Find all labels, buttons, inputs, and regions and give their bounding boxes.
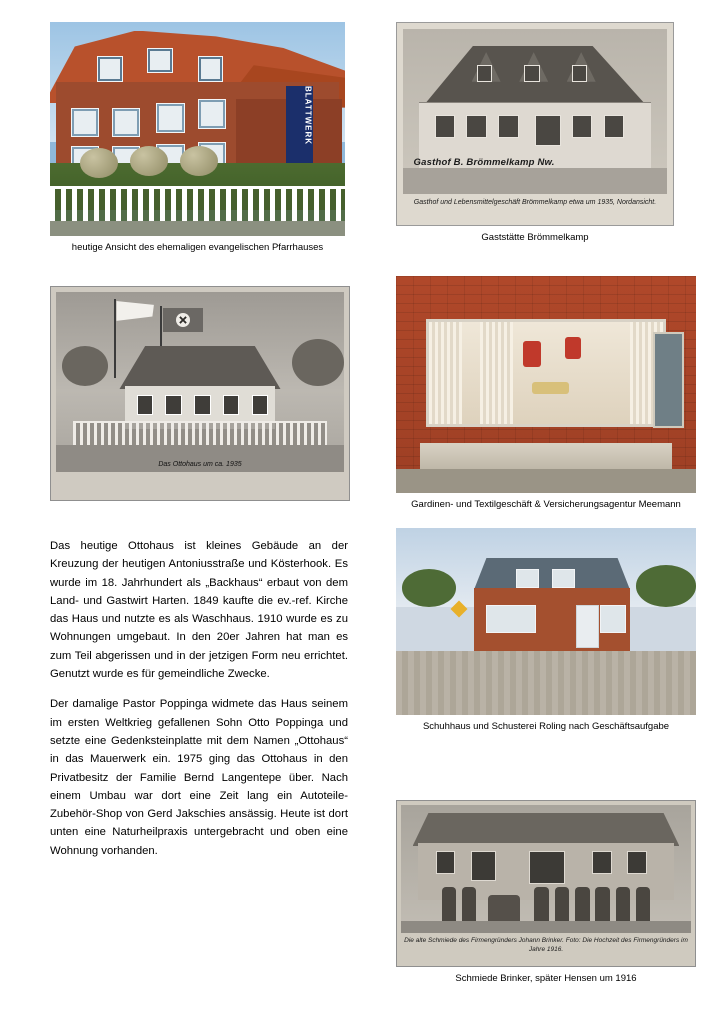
article-body xyxy=(50,537,348,872)
photo-broemmelkamp xyxy=(396,22,674,226)
person xyxy=(595,887,610,925)
window xyxy=(604,115,624,138)
historic-image xyxy=(401,805,691,933)
historic-image xyxy=(56,292,344,472)
figure-schmiede-brinker xyxy=(396,800,696,985)
figure-meemann xyxy=(396,276,696,511)
window xyxy=(71,108,100,138)
dormer-window xyxy=(97,56,123,82)
dormer-window xyxy=(524,65,539,82)
window xyxy=(466,115,486,138)
photo-roling xyxy=(396,528,696,715)
curtain xyxy=(480,322,513,424)
photo-inner-caption: Die alte Schmiede des Firmengründers Johann Brinker. Foto: Die Hochzeit des Firmengründers im Jahre 1916. xyxy=(404,937,688,953)
photo-meemann xyxy=(396,276,696,493)
photo-ottohaus-1935 xyxy=(50,286,350,501)
person xyxy=(575,887,590,925)
photo-pfarrhaus xyxy=(50,22,345,236)
person xyxy=(616,887,631,925)
door xyxy=(576,605,599,648)
shrub xyxy=(80,148,118,178)
display-item xyxy=(565,337,581,359)
window xyxy=(516,569,539,588)
door xyxy=(471,851,496,881)
figure-caption: heutige Ansicht des ehemaligen evangelischen Pfarrhauses xyxy=(71,242,324,253)
window xyxy=(223,395,239,415)
window xyxy=(498,115,518,138)
figure-caption: Gardinen- und Textilgeschäft & Versicherungsagentur Meemann xyxy=(411,499,681,510)
roof xyxy=(413,813,680,846)
window xyxy=(552,569,575,588)
shop-window xyxy=(486,605,536,633)
window xyxy=(165,395,181,415)
historic-image xyxy=(403,29,667,194)
curtain xyxy=(429,322,462,424)
figure-ottohaus-1935 xyxy=(50,286,350,501)
window xyxy=(194,395,210,415)
picket-fence xyxy=(50,186,345,223)
roof xyxy=(119,346,280,389)
building-sign-text: Gasthof B. Brömmelkamp Nw. xyxy=(413,156,555,168)
window xyxy=(572,115,592,138)
flag-white xyxy=(116,301,153,323)
flag-historic xyxy=(163,308,203,331)
display-item xyxy=(532,382,569,394)
ground xyxy=(401,921,691,933)
person xyxy=(636,887,651,925)
window xyxy=(198,99,227,129)
window xyxy=(436,851,455,873)
dormer-window xyxy=(198,56,224,82)
dormer-window xyxy=(147,48,173,74)
figure-caption: Schmiede Brinker, später Hensen um 1916 xyxy=(455,973,637,984)
person xyxy=(534,887,549,925)
window xyxy=(435,115,455,138)
tree xyxy=(62,346,108,386)
person xyxy=(442,887,457,925)
figure-broemmelkamp xyxy=(396,22,674,244)
photo-schmiede-brinker xyxy=(396,800,696,967)
window xyxy=(592,851,611,873)
shrub xyxy=(180,146,218,176)
window xyxy=(252,395,268,415)
flag-emblem xyxy=(176,313,190,327)
banner-text: BLATTWERK xyxy=(303,86,313,146)
photo-inner-caption: Gasthof und Lebensmittelgeschäft Brömmelkamp etwa um 1935, Nordansicht. xyxy=(413,199,657,206)
ground xyxy=(403,168,667,194)
window xyxy=(156,103,185,133)
figure-caption: Schuhhaus und Schusterei Roling nach Geschäftsaufgabe xyxy=(422,721,670,732)
dormer-window xyxy=(477,65,492,82)
window xyxy=(112,108,141,138)
shop-window xyxy=(426,319,666,427)
workshop-opening xyxy=(529,851,566,884)
display-item xyxy=(523,341,542,368)
figure-pfarrhaus xyxy=(50,22,345,254)
paragraph-2: Der damalige Pastor Poppinga widmete das Haus seinem im ersten Weltkrieg gefallenen Sohn Otto Poppinga und setzte eine Gedenksteinplatte mit dem Namen „Ottohaus“ in das Mauerwerk ein. 1975 ging das Ottohaus in den Privatbesitz der Familie Bernd Langentepe über. Nach einem Umbau war dort eine Zeit lang ein Autoteile-Zubehör-Shop von Gerd Jakschies ansässig. Heute ist dort unten eine Naturheilpraxis untergebracht und oben eine Wohnung vorhanden. xyxy=(50,698,348,857)
tree xyxy=(402,569,456,606)
ground xyxy=(50,221,345,236)
window xyxy=(137,395,153,415)
tree xyxy=(292,339,344,386)
figure-roling xyxy=(396,528,696,733)
person xyxy=(462,887,477,925)
shop-door xyxy=(653,332,684,427)
tree xyxy=(636,565,696,606)
person xyxy=(555,887,570,925)
window xyxy=(600,605,626,633)
picket-fence xyxy=(73,421,326,446)
shrub xyxy=(130,146,168,176)
entrance-steps xyxy=(420,443,672,471)
figure-caption: Gaststätte Brömmelkamp xyxy=(481,232,589,243)
door xyxy=(535,115,561,147)
pavement xyxy=(396,469,696,493)
dormer-window xyxy=(572,65,587,82)
window xyxy=(627,851,646,873)
photo-inner-caption: Das Ottohaus um ca. 1935 xyxy=(158,461,242,468)
flag-pole xyxy=(114,299,116,378)
paragraph-1: Das heutige Ottohaus ist kleines Gebäude an der Kreuzung der heutigen Antoniusstraße und Kösterhook. Es wurde im 18. Jahrhundert als „Backhaus“ erbaut von dem Land- und Gastwirt Harten. 1849 kaufte die ev.-ref. Kirche das Haus und nutzte es als Waschhaus. 1910 wurde es zu Wohnungen umgebaut. In den 20er Jahren hat man es zum Teil abgerissen und in der jetzigen Form neu errichtet. Genutzt wurde es für gemeindliche Zwecke. xyxy=(50,540,348,681)
cobblestone-ground xyxy=(396,651,696,715)
